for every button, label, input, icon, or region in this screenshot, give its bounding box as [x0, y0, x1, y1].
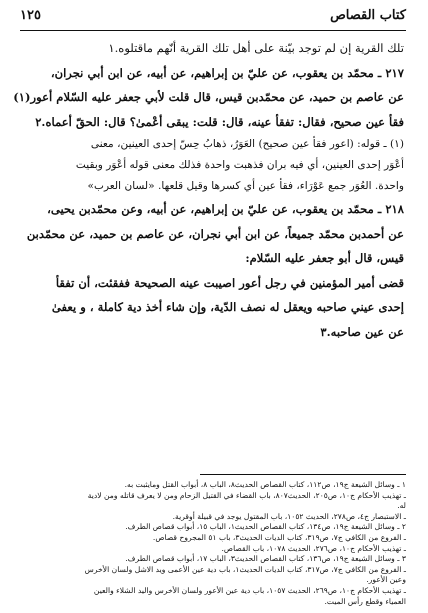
footnote-line: ١ ـ وسائل الشيعة ج١٩، ص١١٢، كتاب القصاص الحديث٨، الباب ٨، أبواب القتل ومايثبت به. — [124, 480, 406, 489]
footnote-line: له. — [397, 501, 406, 511]
explanation-line: (١) ـ قوله: (اعور فقأ عين صحيح) العَوَرُ، ذهابُ حِسّ إحدى العينين، معنى — [90, 138, 404, 150]
footnote-line: ـ الاستبصار ج٤، ص٢٧٨، الحديث ١٠٥٢، باب المقتول يوجد في قبيلة أوقرية. — [172, 511, 406, 521]
running-header — [20, 8, 406, 31]
footnote-line: ـ تهذيب الأحكام ج١٠، ص٢٦٩، الحديث ١٠٥٧، باب دية عين الأعور ولسان الأخرس واليد الشلاء والعين — [93, 585, 406, 595]
explanation-line: واحدة. العُوَر جمع عَوْرَاء، فقأ عين أي كسرها وقيل قلعها. «لسان العرب» — [87, 180, 404, 192]
hadith-218-line: ٢١٨ ـ محمّد بن يعقوب، عن عليّ بن إبراهيم، عن أبيه، وعن محمّدبن يحيى، — [47, 202, 404, 216]
footnote-line: ـ تهذيب الأحكام ج١٠، ص٢٠٥، الحديث٨٠٧، باب القضاء في القتيل الزحام ومن لا يعرف قاتله ومن لادية — [87, 490, 406, 500]
main-text — [13, 36, 404, 344]
footnote-line: ـ تهذيب الأحكام ج١٠، ص٢٧٦، الحديث ١٠٧٨، باب القصاص. — [221, 543, 406, 553]
page-number: ١٢٥ — [20, 8, 41, 23]
text-line: قيس، قال أبو جعفر عليه السّلام: — [245, 251, 404, 265]
footnotes — [18, 480, 406, 607]
footnote-separator — [200, 474, 406, 475]
explanation-line: أعْوَر إحدى العينين، أي فيه بران فذهبت واحدة فذلك معنى قوله أعْوَر وبقيت — [75, 159, 404, 171]
footnote-line: ـ الفروع من الكافي ج٧، ص٣١٩، كتاب الديات الحديث٣، باب ٥١ المجروح قصاص. — [152, 532, 406, 542]
footnote-line: ـ الفروع من الكافي ج٧، ص٣١٧، كتاب الديات الحديث١، باب دية عين الأعمى ويد الاشل ولسان الأخرس — [84, 564, 406, 574]
hadith-217-line: ٢١٧ ـ محمّد بن يعقوب، عن عليّ بن إبراهيم، عن أبيه، عن ابن أبي نجران، — [50, 65, 404, 80]
text-line: عن عاصم بن حميد، عن محمّدبن قيس، قال قلت لأبي جعفر عليه السّلام أعور(١) — [13, 90, 404, 104]
footnote-line: وعين الأعور. — [366, 575, 406, 585]
text-line: قضى أمير المؤمنين في رجل أعور اصيبت عينه الصحيحة ففقئت، أن تفقأ — [55, 275, 404, 290]
footnote-line: العمياء وقطع رأس الميت. — [324, 596, 406, 606]
footnote-line: ٣ ـ وسائل الشيعة ج١٩، ص١٣٦، كتاب القصاص الحديث٣، الباب ١٧، أبواب قصاص الطرف. — [125, 554, 406, 564]
text-line: فقأ عين صحيح، فقال: تفقأ عينه، قال: قلت: يبقى أعْمىٰ؟ قال: الحقّ أعماه.٢ — [35, 114, 404, 129]
chapter-title: كتاب القصاص — [330, 8, 406, 23]
text-line: عن أحمدبن محمّد جميعاً، عن ابن أبي نجران، عن عاصم بن حميد، عن محمّدبن — [26, 226, 404, 241]
footnote-line: ٢ ـ وسائل الشيعة ج١٩، ص١٣٤، كتاب القصاص الحديث١، الباب ١٥، أبواب قصاص الطرف. — [125, 522, 406, 532]
text-line: تلك القرية إن لم توجد بيّنة على أهل تلك القرية أنّهم ماقتلوه.١ — [108, 41, 404, 55]
text-line: إحدى عيني صاحبه ويعقل له نصف الدّية، وإن شاء أخذ دية كاملة ، و يعفىٰ — [51, 300, 404, 314]
text-line: عن عين صاحبه.٣ — [320, 324, 404, 339]
